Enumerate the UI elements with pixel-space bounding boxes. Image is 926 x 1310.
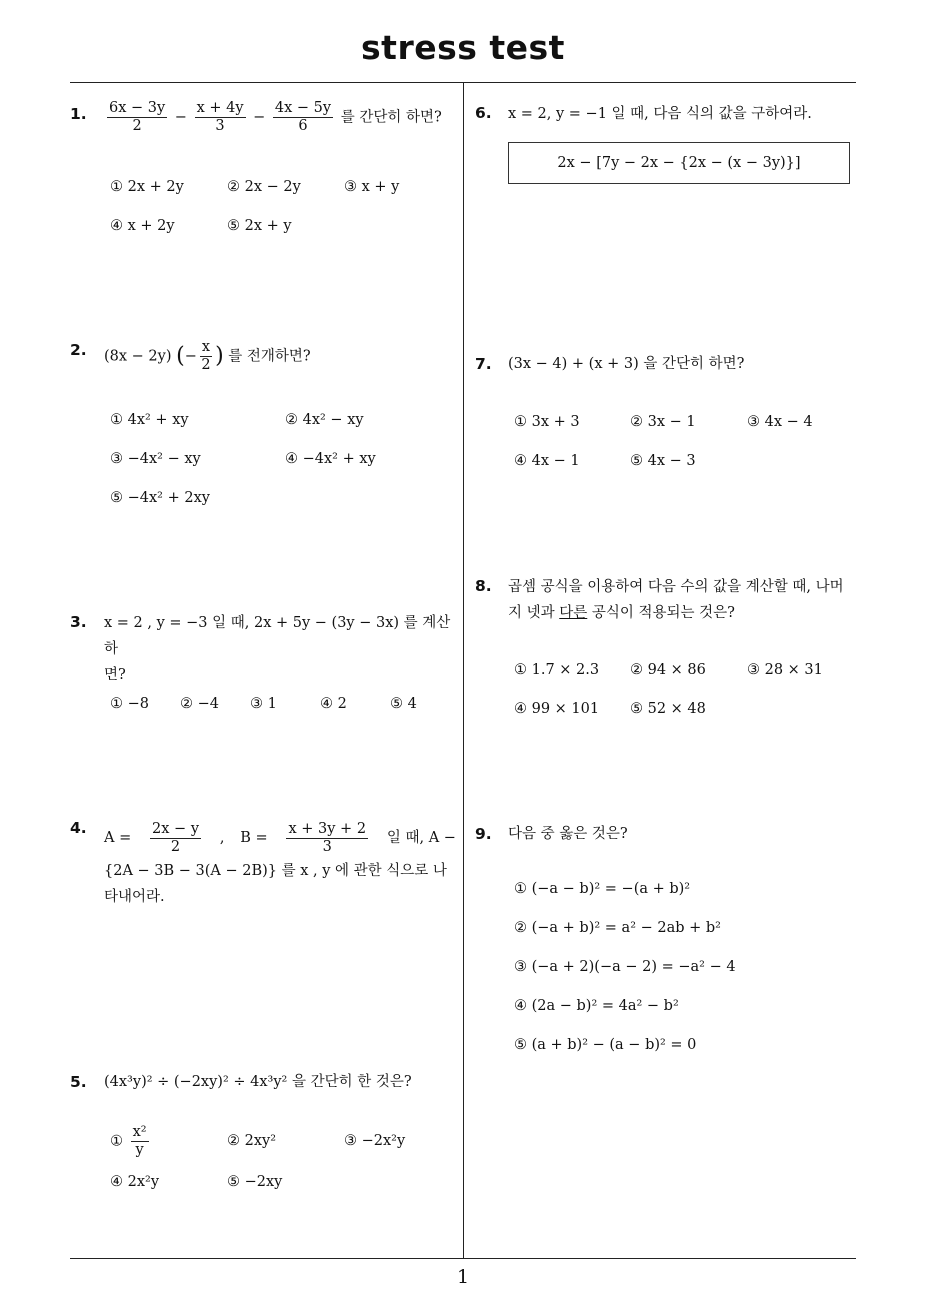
answer-option[interactable]: ③ −2x²y [344, 1133, 406, 1149]
answer-option[interactable]: ① −8 [110, 696, 149, 712]
question-text: (3x − 4) + (x + 3) 을 간단히 하면? [508, 356, 745, 372]
question-text: x = 2, y = −1 일 때, 다음 식의 값을 구하여라. [508, 106, 812, 122]
answer-option[interactable]: ① (−a − b)² = −(a + b)² [514, 881, 691, 897]
answer-option[interactable]: ⑤ 52 × 48 [630, 701, 706, 717]
answer-option[interactable]: ② −4 [180, 696, 219, 712]
answer-option[interactable]: ⑤ (a + b)² − (a − b)² = 0 [514, 1037, 697, 1053]
expression-box: 2x − [7y − 2x − {2x − (x − 3y)}] [508, 142, 850, 184]
answer-option[interactable]: ④ x + 2y [110, 218, 175, 234]
question-text: (8x − 2y) (− $\frac{x}{2}$ ) 를 전개하면? [104, 339, 311, 373]
answer-option[interactable]: ⑤ −2xy [227, 1174, 283, 1190]
answer-option[interactable]: ④ 2x²y [110, 1174, 160, 1190]
question-number: 4. [70, 819, 87, 837]
answer-option[interactable]: ④ 2 [320, 696, 347, 712]
question-number: 6. [475, 104, 492, 122]
answer-option[interactable]: ② 3x − 1 [630, 414, 696, 430]
answer-option[interactable]: ⑤ 2x + y [227, 218, 292, 234]
answer-option[interactable]: ④ 99 × 101 [514, 701, 600, 717]
answer-option[interactable]: ① 2x + 2y [110, 179, 184, 195]
fraction: $\frac{\text{x²}}{y}$ [132, 1124, 147, 1158]
answer-option[interactable]: ③ (−a + 2)(−a − 2) = −a² − 4 [514, 959, 736, 975]
fraction: $\frac{x + 3y + 2}{3}$ [288, 820, 367, 855]
answer-option[interactable]: ② 94 × 86 [630, 662, 706, 678]
answer-option[interactable]: ④ (2a − b)² = 4a² − b² [514, 998, 679, 1014]
answer-option[interactable]: ② (−a + b)² = a² − 2ab + b² [514, 920, 721, 936]
answer-option[interactable]: ⑤ −4x² + 2xy [110, 490, 210, 506]
question-number: 7. [475, 355, 492, 373]
question-text: $\frac{6x - 3y}{2}$ − $\frac{x + 4y}{3}$ − $\frac{4x - 5y}{6}$ 를 간단히 하면? [109, 100, 442, 134]
column-divider [463, 83, 464, 1258]
question-text: (4x³y)² ÷ (−2xy)² ÷ 4x³y² 을 간단히 한 것은? [104, 1074, 412, 1090]
fraction: $\frac{4x - 5y}{6}$ [274, 100, 332, 134]
question-number: 3. [70, 613, 87, 631]
question-text: x = 2 , y = −3 일 때, 2x + 5y − (3y − 3x) 를 계산하 면? [104, 615, 451, 683]
answer-option[interactable]: ⑤ 4x − 3 [630, 453, 696, 469]
answer-option[interactable]: ③ −4x² − xy [110, 451, 201, 467]
answer-option[interactable]: ① 3x + 3 [514, 414, 580, 430]
question-number: 2. [70, 341, 87, 359]
answer-option[interactable]: ① 1.7 × 2.3 [514, 662, 600, 678]
answer-option[interactable]: ② 2x − 2y [227, 179, 301, 195]
bottom-rule [70, 1258, 856, 1259]
answer-option[interactable]: ④ 4x − 1 [514, 453, 580, 469]
question-number: 8. [475, 577, 492, 595]
page-number: 1 [456, 1266, 470, 1288]
fraction: $\frac{2x - y}{2}$ [152, 820, 200, 855]
fraction: $\frac{x}{2}$ [201, 339, 211, 373]
question-number: 5. [70, 1073, 87, 1091]
answer-option[interactable]: ③ x + y [344, 179, 400, 195]
answer-option[interactable]: ③ 4x − 4 [747, 414, 813, 430]
answer-option[interactable]: ② 2xy² [227, 1133, 277, 1149]
question-number: 9. [475, 825, 492, 843]
answer-option[interactable]: ① $\frac{\text{x²}}{y}$ [110, 1124, 147, 1158]
answer-option[interactable]: ③ 1 [250, 696, 277, 712]
question-text: 곱셈 공식을 이용하여 다음 수의 값을 계산할 때, 나머 지 넷과 다른 공식이 적용되는 것은? [508, 579, 844, 621]
question-text: A = $\frac{2x - y}{2}$ , B = $\frac{x + 3y + 2}{3}$ 일 때, A − {2A − 3B − 3(A − 2B)} 를 x , y 에 관한 식으로 나 타내어라. [104, 820, 456, 905]
answer-option[interactable]: ② 4x² − xy [285, 412, 364, 428]
fraction: $\frac{6x - 3y}{2}$ [109, 100, 166, 134]
fraction: $\frac{x + 4y}{3}$ [196, 100, 244, 134]
question-number: 1. [70, 105, 87, 123]
answer-option[interactable]: ① 4x² + xy [110, 412, 189, 428]
page-title: stress test [361, 28, 565, 67]
answer-option[interactable]: ⑤ 4 [390, 696, 417, 712]
answer-option[interactable]: ③ 28 × 31 [747, 662, 823, 678]
question-text: 다음 중 옳은 것은? [508, 826, 628, 842]
answer-option[interactable]: ④ −4x² + xy [285, 451, 376, 467]
underlined-word: 다른 [559, 605, 588, 621]
